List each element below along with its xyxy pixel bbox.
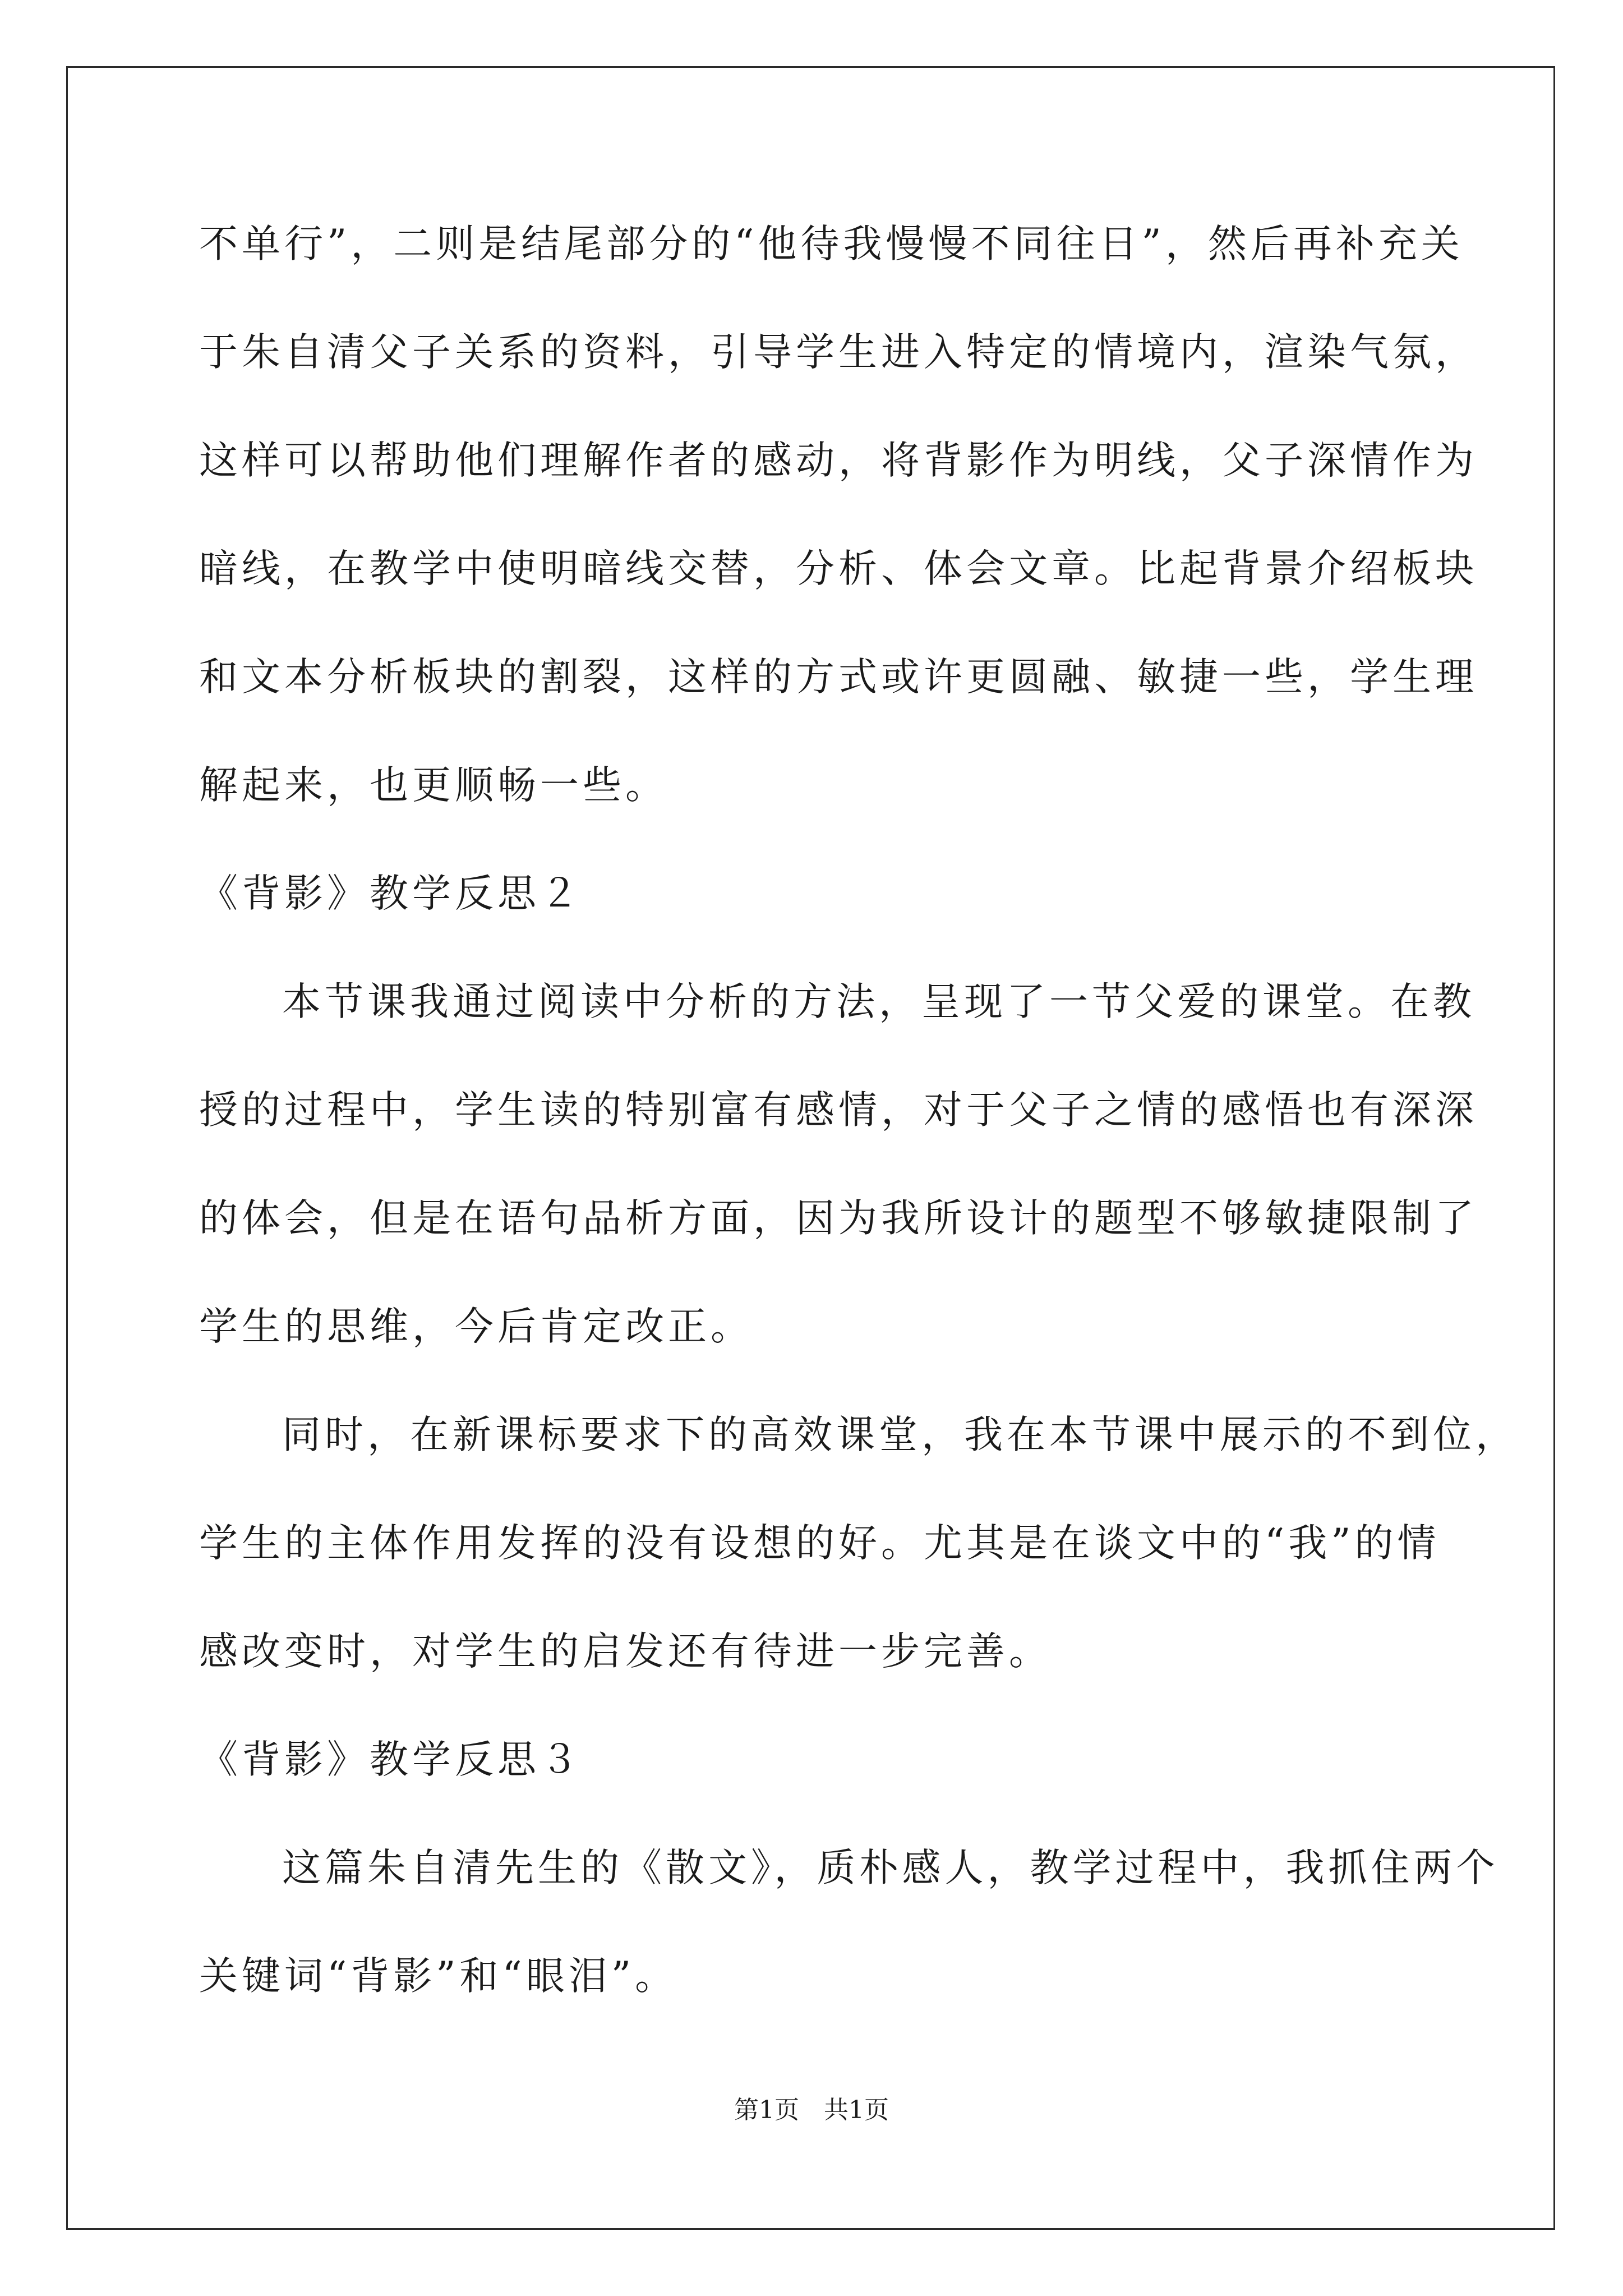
body-line: 暗线，在教学中使明暗线交替，分析、体会文章。比起背景介绍板块 <box>199 546 1478 591</box>
body-line: 解起来，也更顺畅一些。 <box>199 763 668 808</box>
page-border <box>66 66 1555 2230</box>
body-line: 感改变时，对学生的启发还有待进一步完善。 <box>199 1629 1052 1674</box>
body-line: 同时，在新课标要求下的高效课堂，我在本节课中展示的不到位， <box>282 1412 1518 1457</box>
page-footer: 第1页 共1页 <box>734 2096 889 2124</box>
body-line: 学生的主体作用发挥的没有设想的好。尤其是在谈文中的“我”的情 <box>199 1521 1440 1566</box>
body-line: 本节课我通过阅读中分析的方法，呈现了一节父爱的课堂。在教 <box>282 979 1476 1024</box>
section-heading: 《背影》教学反思３ <box>199 1737 583 1782</box>
body-line: 关键词“背影”和“眼泪”。 <box>199 1954 678 1999</box>
body-line: 这样可以帮助他们理解作者的感动，将背影作为明线，父子深情作为 <box>199 438 1478 483</box>
body-line: 和文本分析板块的割裂，这样的方式或许更圆融、敏捷一些，学生理 <box>199 655 1478 700</box>
body-line: 这篇朱自清先生的《散文》，质朴感人，教学过程中，我抓住两个 <box>282 1846 1499 1890</box>
body-line: 于朱自清父子关系的资料，引导学生进入特定的情境内，渲染气氛， <box>199 330 1478 375</box>
body-line: 的体会，但是在语句品析方面，因为我所设计的题型不够敏捷限制了 <box>199 1196 1478 1241</box>
body-line: 授的过程中，学生读的特别富有感情，对于父子之情的感悟也有深深 <box>199 1088 1478 1133</box>
body-line: 学生的思维，今后肯定改正。 <box>199 1304 753 1349</box>
body-line: 不单行”，二则是结尾部分的“他待我慢慢不同往日”，然后再补充关 <box>199 222 1464 266</box>
section-heading: 《背影》教学反思２ <box>199 871 583 916</box>
